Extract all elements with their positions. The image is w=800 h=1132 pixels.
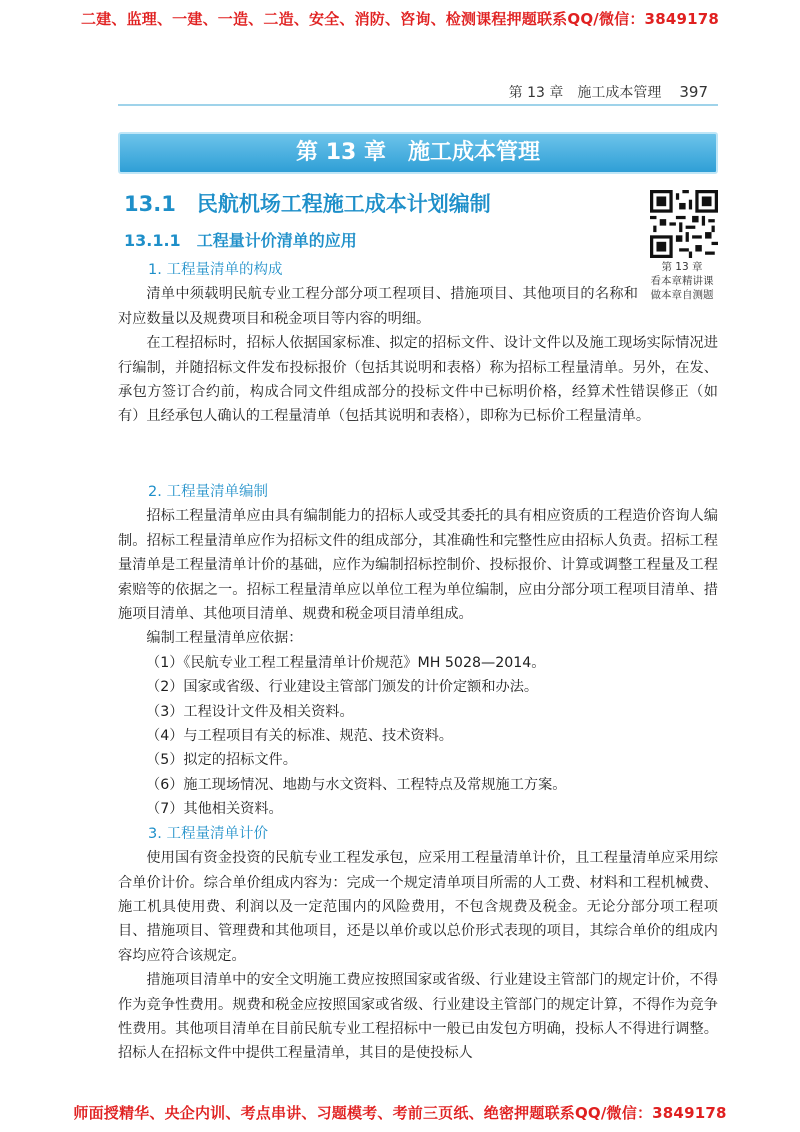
qr-caption-line: 看本章精讲课 — [650, 275, 714, 287]
list-item: （1）《民航专业工程工程量清单计价规范》MH 5028—2014。 — [146, 654, 546, 671]
qr-caption-line: 第 13 章 — [661, 261, 703, 273]
qr-code-icon[interactable] — [650, 190, 718, 258]
chapter-title: 第 13 章 施工成本管理 — [118, 132, 718, 174]
list-item: （3）工程设计文件及相关资料。 — [146, 703, 354, 720]
subsection-title: 13.1.1 工程量计价清单的应用 — [124, 231, 357, 250]
running-head-chapter: 第 13 章 施工成本管理 — [508, 85, 662, 101]
paragraph: 招标工程量清单应由具有编制能力的招标人或受其委托的具有相应资质的工程造价咨询人编制。招标工程量清单应作为招标文件的组成部分，其准确性和完整性应由招标人负责。招标工程量清单是工程量清单计价的基础，应作为编制招标控制价、投标报价、计算或调整工程量及工程索赔等的依据之一。招标工程量清单应以单位工程为单位编制，应由分部分项工程项目清单、措施项目清单、其他项目清单、规费和税金项目清单组成。 — [118, 508, 718, 623]
heading-list-composition: 1. 工程量清单的构成 — [148, 262, 283, 278]
list-item: （7）其他相关资料。 — [146, 801, 283, 818]
section-title: 13.1 民航机场工程施工成本计划编制 — [124, 192, 491, 216]
header-rule — [118, 104, 718, 106]
lower-body — [118, 480, 718, 1066]
paragraph: 在工程招标时，招标人依据国家标准、拟定的招标文件、设计文件以及施工现场实际情况进行编制，并随招标文件发布投标报价（包括其说明和表格）称为招标工程量清单。另外，在发、承包方签订合约前，构成合同文件组成部分的投标文件中已标明价格，经算术性错误修正（如有）且经承包人确认的工程量清单（包括其说明和表格），即称为已标价工程量清单。 — [118, 335, 718, 425]
list-item: （5）拟定的招标文件。 — [146, 752, 297, 769]
list-item: （4）与工程项目有关的标准、规范、技术资料。 — [146, 728, 453, 745]
paragraph: 使用国有资金投资的民航专业工程发承包，应采用工程量清单计价，且工程量清单应采用综合单价计价。综合单价组成内容为：完成一个规定清单项目所需的人工费、材料和工程机械费、施工机具使用费、利润以及一定范围内的风险费用，不包含规费及税金。无论分部分项工程项目、措施项目、管理费和其他项目，还是以单价或以总价形式表现的项目，其综合单价的组成内容均应符合该规定。 — [118, 850, 718, 964]
list-item: （2）国家或省级、行业建设主管部门颁发的计价定额和办法。 — [146, 679, 539, 696]
top-banner: 二建、监理、一建、一造、二造、安全、消防、咨询、检测课程押题联系QQ/微信：3849178 — [80, 10, 720, 28]
qr-caption — [636, 260, 728, 302]
qr-caption-line: 做本章自测题 — [650, 289, 714, 301]
page-number: 397 — [679, 83, 708, 101]
bottom-banner: 师面授精华、央企内训、考点串讲、习题模考、考前三页纸、绝密押题联系QQ/微信：3849178 — [73, 1104, 727, 1122]
paragraph: 编制工程量清单应依据： — [146, 630, 303, 647]
paragraph: 措施项目清单中的安全文明施工费应按照国家或省级、行业建设主管部门的规定计价，不得作为竞争性费用。规费和税金应按照国家或省级、行业建设主管部门的规定计算，不得作为竞争性费用。其他项目清单在目前民航专业工程招标中一般已由发包方明确，投标人不得进行调整。招标人在招标文件中提供工程量清单，其目的是使投标人 — [118, 972, 718, 1062]
heading-list-pricing: 3. 工程量清单计价 — [148, 825, 268, 842]
heading-list-compilation: 2. 工程量清单编制 — [148, 484, 268, 500]
list-item: （6）施工现场情况、地勘与水文资料、工程特点及常规施工方案。 — [146, 776, 567, 793]
running-head — [509, 82, 708, 102]
paragraph: 清单中须载明民航专业工程分部分项工程项目、措施项目、其他项目的名称和对应数量以及规费项目和税金项目等内容的明细。 — [118, 286, 638, 327]
